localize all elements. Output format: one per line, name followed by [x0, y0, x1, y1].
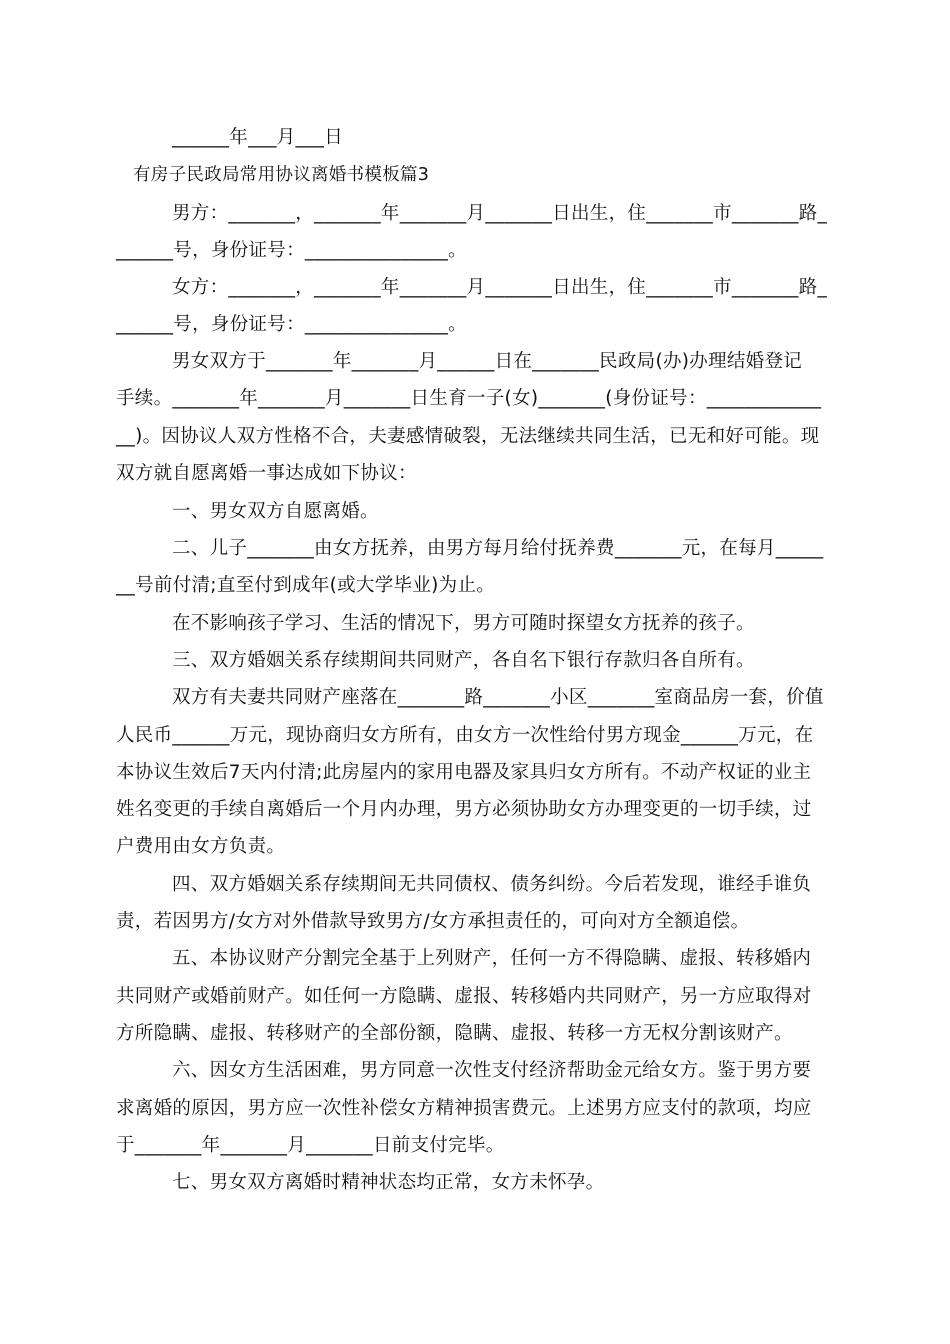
text-line: 五、本协议财产分割完全基于上列财产，任何一方不得隐瞒、虚报、转移婚内: [172, 948, 812, 969]
text-line: 双方有夫妻共同财产座落在_______路_______小区_______室商品房一套，价值: [172, 687, 824, 708]
text-line: 六、因女方生活困难，男方同意一次性支付经济帮助金元给女方。鉴于男方要: [172, 1060, 812, 1081]
text-line: 人民币______万元，现协商归女方所有，由女方一次性给付男方现金______万元，在: [116, 725, 814, 746]
text-line: 共同财产或婚前财产。如任何一方隐瞒、虚报、转移婚内共同财产，另一方应取得对: [116, 986, 812, 1007]
text-line: 一、男女双方自愿离婚。: [172, 501, 379, 522]
text-line: 姓名变更的手续自离婚后一个月内办理，男方必须协助女方办理变更的一切手续，过: [116, 799, 812, 820]
text-line: 于_______年_______月_______日前支付完毕。: [116, 1135, 505, 1156]
text-line: 在不影响孩子学习、生活的情况下，男方可随时探望女方抚养的孩子。: [172, 613, 755, 634]
text-line: 三、双方婚姻关系存续期间共同财产，各自名下银行存款归各自所有。: [172, 650, 755, 671]
text-line: 本协议生效后7天内付清;此房屋内的家用电器及家具归女方所有。不动产权证的业主: [116, 762, 812, 783]
text-line: 户费用由女方负责。: [116, 836, 286, 857]
text-line: 双方就自愿离婚一事达成如下协议：: [116, 463, 417, 484]
text-line: 七、男女双方离婚时精神状态均正常，女方未怀孕。: [172, 1172, 605, 1193]
text-line: 男方：_______，_______年_______月_______日出生，住_______市_______路_: [172, 203, 828, 224]
text-line: 手续。_______年_______月_______日生育一子(女)_______(身份证号：____________: [116, 388, 822, 409]
text-line: 男女双方于_______年_______月______日在_______民政局(办)办理结婚登记: [172, 351, 803, 372]
text-line: 方所隐瞒、虚报、转移财产的全部份额，隐瞒、虚报、转移一方无权分割该财产。: [116, 1023, 793, 1044]
date-line: ______年___月___日: [172, 127, 344, 148]
text-line: ______号，身份证号：_______________。: [116, 314, 467, 335]
text-line: 四、双方婚姻关系存续期间无共同债权、债务纠纷。今后若发现，谁经手谁负: [172, 874, 812, 895]
text-line: __号前付清;直至付到成年(或大学毕业)为止。: [116, 575, 496, 596]
text-line: __)。因协议人双方性格不合，夫妻感情破裂，无法继续共同生活，已无和好可能。现: [116, 426, 820, 447]
document-title: 有房子民政局常用协议离婚书模板篇3: [133, 165, 430, 185]
text-line: ______号，身份证号：_______________。: [116, 240, 467, 261]
text-line: 求离婚的原因，男方应一次性补偿女方精神损害费元。上述男方应支付的款项，均应: [116, 1098, 812, 1119]
text-line: 责，若因男方/女方对外借款导致男方/女方承担责任的，可向对方全额追偿。: [116, 911, 750, 932]
text-line: 女方：_______，_______年_______月_______日出生，住_______市_______路_: [172, 277, 828, 298]
text-line: 二、儿子_______由女方抚养，由男方每月给付抚养费_______元，在每月_____: [172, 538, 824, 559]
